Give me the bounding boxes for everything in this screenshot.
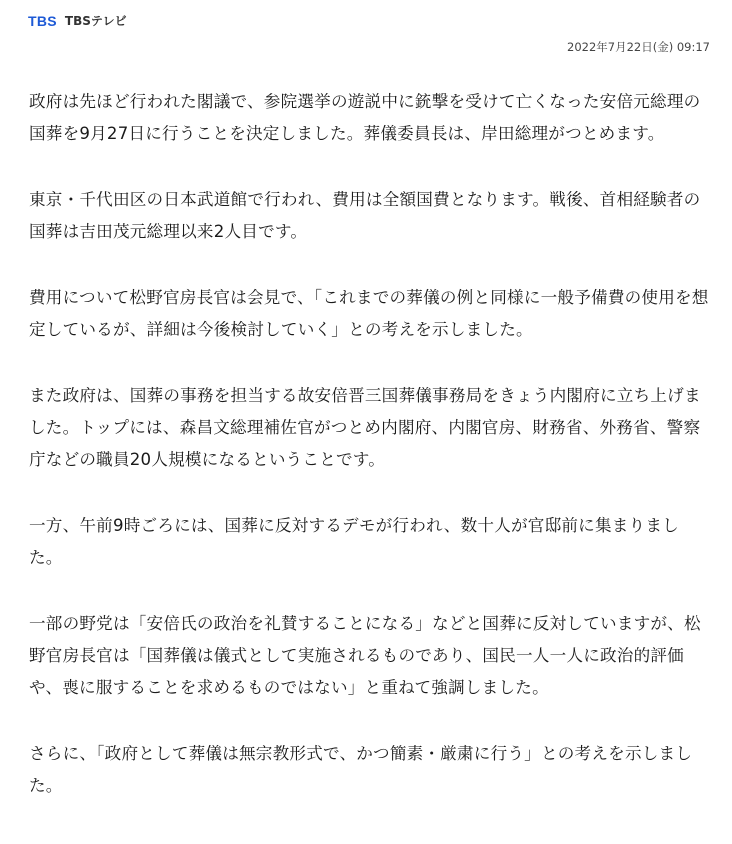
source-header[interactable]: [28, 11, 127, 31]
article-paragraph: さらに、「政府として葬儀は無宗教形式で、かつ簡素・厳粛に行う」との考えを示しました。: [29, 744, 693, 795]
article-body: [29, 86, 709, 836]
publish-timestamp: 2022年7月22日(金) 09:17: [567, 40, 710, 54]
source-name[interactable]: TBSテレビ: [64, 14, 127, 28]
article-paragraph: 東京・千代田区の日本武道館で行われ、費用は全額国費となります。戦後、首相経験者の国葬は吉田茂元総理以来2人目です。: [29, 190, 701, 241]
article-paragraph: 費用について松野官房長官は会見で、「これまでの葬儀の例と同様に一般予備費の使用を想定しているが、詳細は今後検討していく」との考えを示しました。: [29, 288, 709, 339]
article-paragraph: 一方、午前9時ごろには、国葬に反対するデモが行われ、数十人が官邸前に集まりました。: [29, 516, 679, 567]
tbs-logo[interactable]: TBS: [28, 13, 57, 29]
article-paragraph: また政府は、国葬の事務を担当する故安倍晋三国葬儀事務局をきょう内閣府に立ち上げました。トップには、森昌文総理補佐官がつとめ内閣府、内閣官房、財務省、外務省、警察庁などの職員20人規模になるということです。: [29, 386, 701, 469]
article-paragraph: 政府は先ほど行われた閣議で、参院選挙の遊説中に銃撃を受けて亡くなった安倍元総理の国葬を9月27日に行うことを決定しました。葬儀委員長は、岸田総理がつとめます。: [29, 92, 701, 143]
article-paragraph: 一部の野党は「安倍氏の政治を礼賛することになる」などと国葬に反対していますが、松野官房長官は「国葬儀は儀式として実施されるものであり、国民一人一人に政治的評価や、喪に服することを求めるものではない」と重ねて強調しました。: [29, 614, 701, 697]
